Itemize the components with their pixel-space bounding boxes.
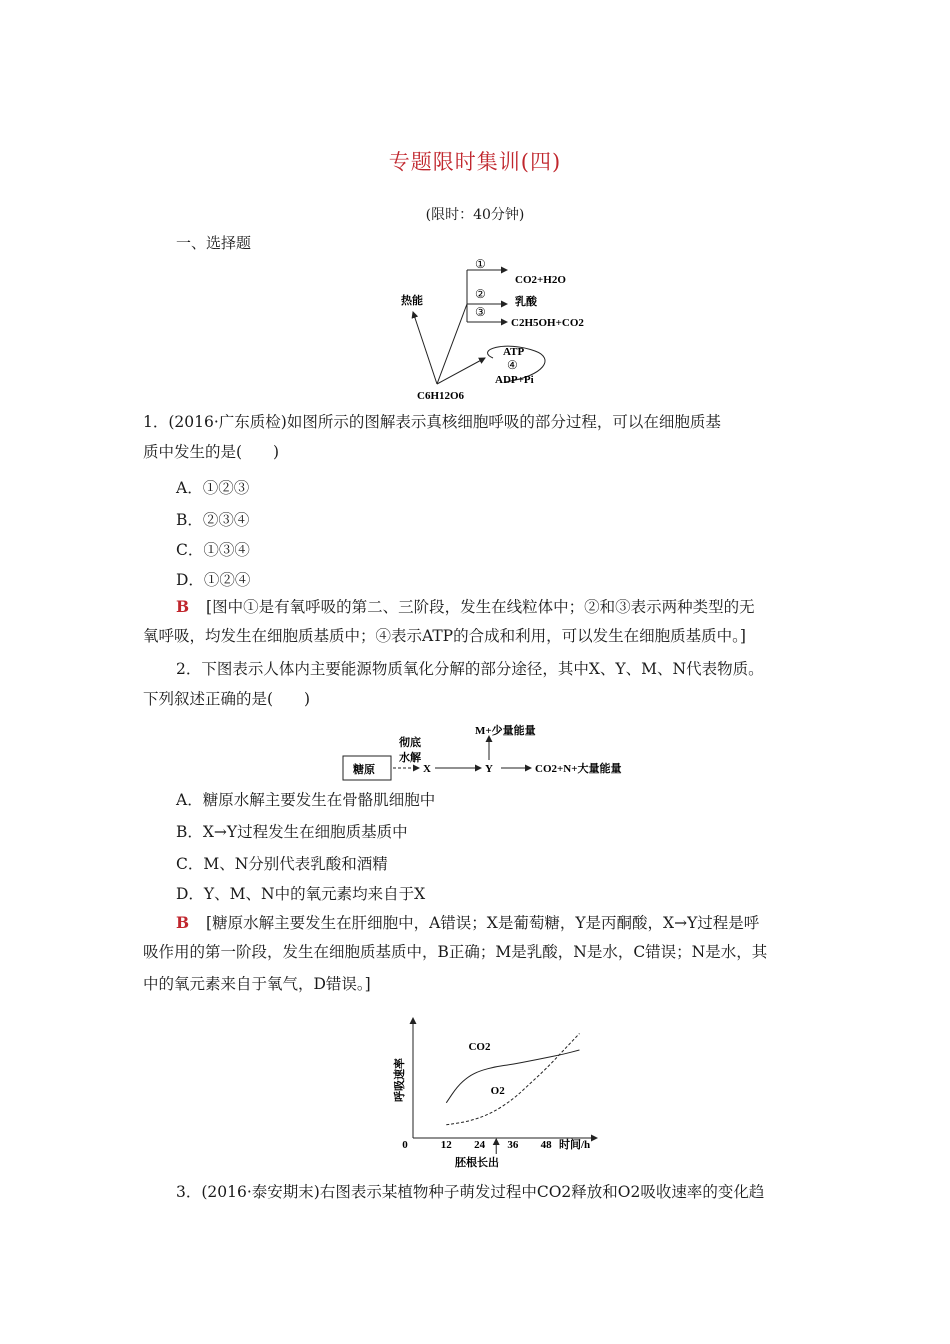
series-label-o2: O2 [490,1085,505,1097]
page-title: 专题限时集训(四) [388,150,562,174]
cycle-top: ATP [503,346,525,358]
respiration-diagram [395,258,595,403]
q2-stem-line2: 下列叙述正确的是( ) [143,690,311,708]
respiration-rate-chart [385,1010,605,1170]
q1-explanation-line1 [176,592,755,622]
q2-explanation-line3: 中的氧元素来自于氧气，D错误。] [143,975,371,993]
step-label-top: 彻底 [399,737,421,749]
q2-option-c: C．M、N分别代表乳酸和酒精 [176,855,388,873]
q2-option-a: A．糖原水解主要发生在骨骼肌细胞中 [176,791,436,809]
q2-explanation-line1 [176,908,759,938]
x-tick-label: 36 [507,1139,519,1151]
up-product: M+少量能量 [475,725,536,737]
branch-1-num: ① [475,258,486,271]
x-axis-label: 时间/h [559,1139,591,1151]
glycogen-pathway-diagram [335,722,655,784]
q2-option-d: D．Y、M、N中的氧元素均来自于X [176,885,426,903]
q1-stem-line1: 1．(2016·广东质检)如图所示的图解表示真核细胞呼吸的部分过程，可以在细胞质基 [143,413,721,431]
q3-stem-line1: 3．(2016·泰安期末)右图表示某植物种子萌发过程中CO2释放和O2吸收速率的变化趋 [176,1183,765,1201]
y-label: Y [485,763,493,775]
series-label-co2: CO2 [468,1041,491,1053]
glycogen-box: 糖原 [353,764,375,776]
right-product: CO2+N+大量能量 [535,763,622,775]
series-line-co2 [446,1050,579,1103]
q2-explanation-text1: [糖原水解主要发生在肝细胞中，A错误；X是葡萄糖，Y是丙酮酸，X→Y过程是呼 [206,914,760,932]
branch-2-num: ② [475,287,486,301]
heat-label: 热能 [401,295,423,307]
time-limit: (限时：40分钟) [425,207,525,223]
y-axis-label: 呼吸速率 [394,1058,406,1102]
cycle-num: ④ [507,358,518,372]
branch-2-product: 乳酸 [515,296,537,308]
q2-answer: B [176,913,190,932]
q1-stem-line2: 质中发生的是( ) [143,443,280,461]
q2-option-b: B．X→Y过程发生在细胞质基质中 [176,823,408,841]
annotation-label: 胚根长出 [455,1157,499,1169]
branch-3-product: C2H5OH+CO2 [511,317,584,329]
q1-option-b: B．②③④ [176,511,250,529]
branch-3-num: ③ [475,305,486,319]
cycle-bottom: ADP+Pi [495,374,534,386]
x-tick-label: 0 [402,1139,408,1151]
step-label-bottom: 水解 [399,752,421,764]
glucose-label: C6H12O6 [417,390,465,402]
q1-explanation-line2: 氧呼吸，均发生在细胞质基质中；④表示ATP的合成和利用，可以发生在细胞质基质中。] [143,627,746,645]
q1-option-c: C．①③④ [176,541,250,559]
x-label: X [423,763,431,775]
x-tick-label: 12 [440,1139,452,1151]
q2-explanation-line2: 吸作用的第一阶段，发生在细胞质基质中，B正确；M是乳酸，N是水，C错误；N是水，其 [143,943,768,961]
section-heading: 一、选择题 [176,234,252,252]
q1-explanation-text1: [图中①是有氧呼吸的第二、三阶段，发生在线粒体中；②和③表示两种类型的无 [206,598,755,616]
q2-stem-line1: 2．下图表示人体内主要能源物质氧化分解的部分途径，其中X、Y、M、N代表物质。 [176,660,764,678]
q1-answer: B [176,597,190,616]
x-tick-label: 48 [540,1139,552,1151]
q1-option-a: A．①②③ [176,479,250,497]
q1-option-d: D．①②④ [176,571,251,589]
x-tick-label: 24 [474,1139,486,1151]
branch-1-product: CO2+H2O [515,274,566,286]
